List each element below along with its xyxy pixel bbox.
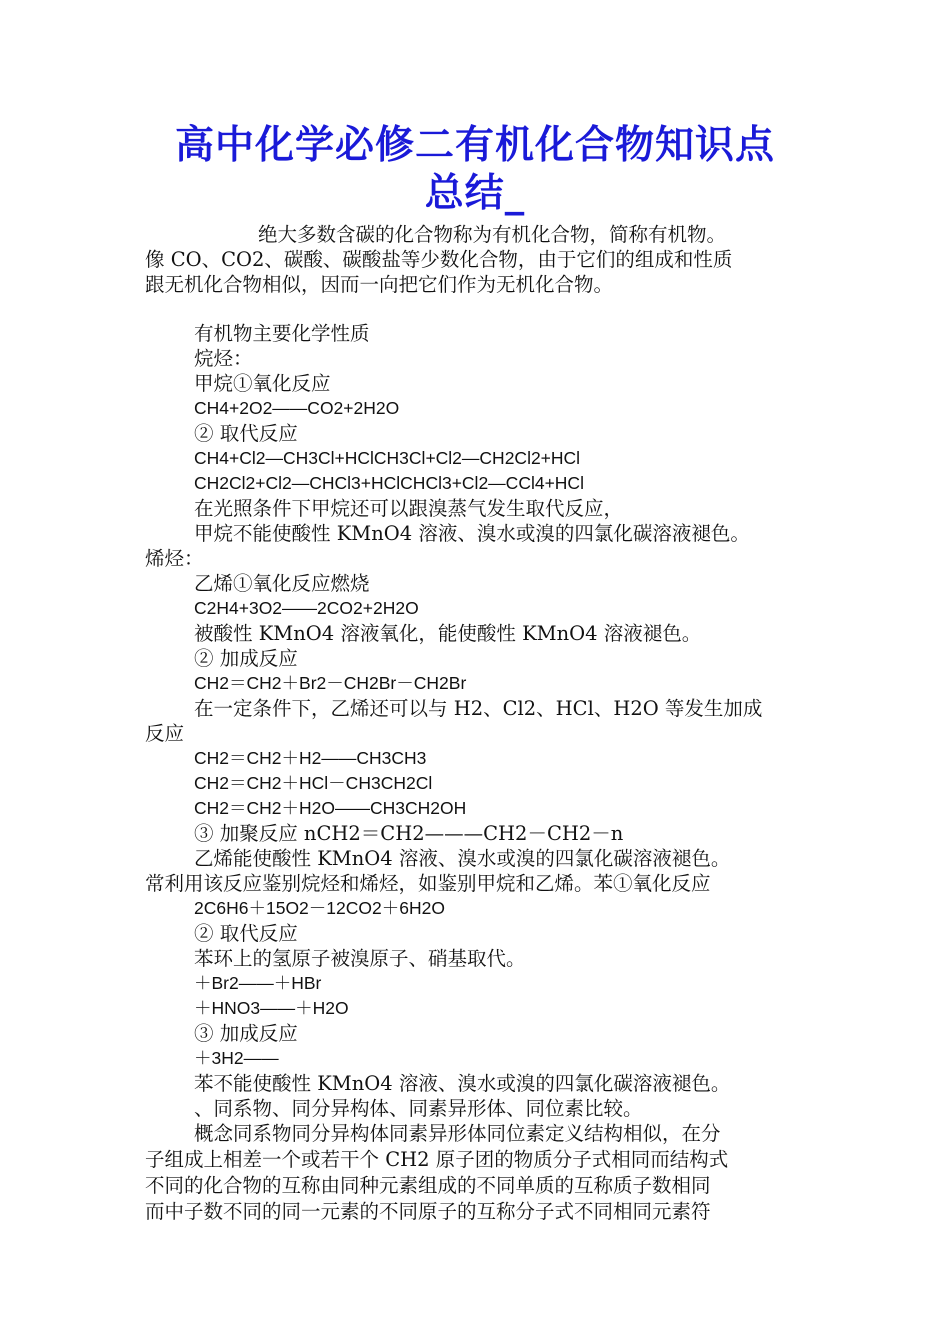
paragraph-line: ③ 加成反应 [194,1022,298,1045]
subsection-heading: 烯烃： [145,547,204,570]
equation-line: CH2＝CH2＋H2——CH3CH3 [194,748,427,768]
equation-line: ＋HNO3——＋H2O [194,998,349,1018]
paragraph-line: 甲烷①氧化反应 [194,372,331,395]
paragraph-line: 在一定条件下，乙烯还可以与 H2、Cl2、HCl、H2O 等发生加成 [194,697,763,720]
paragraph-line: 不同的化合物的互称由同种元素组成的不同单质的互称质子数相同 [145,1174,711,1197]
paragraph-line: ② 取代反应 [194,422,298,445]
paragraph-line: 乙烯能使酸性 KMnO4 溶液、溴水或溴的四氯化碳溶液褪色。 [194,847,731,870]
paragraph-line: 概念同系物同分异构体同素异形体同位素定义结构相似，在分 [194,1122,721,1145]
equation-line: CH2Cl2+Cl2—CHCl3+HClCHCl3+Cl2—CCl4+HCl [194,473,584,493]
equation-line: CH4+2O2——CO2+2H2O [194,398,400,418]
title-line-2: 总结_ [424,171,526,216]
paragraph-line: 苯不能使酸性 KMnO4 溶液、溴水或溴的四氯化碳溶液褪色。 [194,1072,731,1095]
paragraph-line: 被酸性 KMnO4 溶液氧化，能使酸性 KMnO4 溶液褪色。 [194,622,702,645]
paragraph-line: 乙烯①氧化反应燃烧 [194,572,370,595]
title-line-1: 高中化学必修二有机化合物知识点 [174,123,775,168]
section-heading: 有机物主要化学性质 [194,322,370,345]
equation-line: ＋Br2——＋HBr [194,973,322,993]
equation-line: 2C6H6＋15O2－12CO2＋6H2O [194,898,445,918]
document-title [145,122,805,218]
paragraph-line: 反应 [145,722,185,745]
equation-line: CH4+Cl2—CH3Cl+HClCH3Cl+Cl2—CH2Cl2+HCl [194,448,581,468]
paragraph-line: 甲烷不能使酸性 KMnO4 溶液、溴水或溴的四氯化碳溶液褪色。 [194,522,750,545]
equation-line: CH2＝CH2＋HCl－CH3CH2Cl [194,773,433,793]
equation-line: CH2＝CH2＋Br2－CH2Br－CH2Br [194,673,467,693]
equation-line: ＋3H2—— [194,1048,279,1068]
equation-line: CH2＝CH2＋H2O——CH3CH2OH [194,798,467,818]
paragraph-line: 而中子数不同的同一元素的不同原子的互称分子式不同相同元素符 [145,1200,711,1223]
paragraph-line: 子组成上相差一个或若干个 CH2 原子团的物质分子式相同而结构式 [145,1148,729,1171]
paragraph-line: 绝大多数含碳的化合物称为有机化合物，简称有机物。 [258,223,727,246]
paragraph-line: 常利用该反应鉴别烷烃和烯烃，如鉴别甲烷和乙烯。苯①氧化反应 [145,872,711,895]
paragraph-line: 像 CO、CO2、碳酸、碳酸盐等少数化合物，由于它们的组成和性质 [145,248,733,271]
paragraph-line: 在光照条件下甲烷还可以跟溴蒸气发生取代反应， [194,497,624,520]
subsection-heading: 烷烃： [194,347,253,370]
paragraph-line: 跟无机化合物相似，因而一向把它们作为无机化合物。 [145,273,614,296]
paragraph-line: 、同系物、同分异构体、同素异形体、同位素比较。 [194,1097,643,1120]
paragraph-line: ③ 加聚反应 nCH2＝CH2———CH2－CH2－n [194,822,624,845]
paragraph-line: ② 取代反应 [194,922,298,945]
document-body [145,222,815,1225]
paragraph-line: 苯环上的氢原子被溴原子、硝基取代。 [194,947,526,970]
equation-line: C2H4+3O2——2CO2+2H2O [194,598,419,618]
paragraph-line: ② 加成反应 [194,647,298,670]
